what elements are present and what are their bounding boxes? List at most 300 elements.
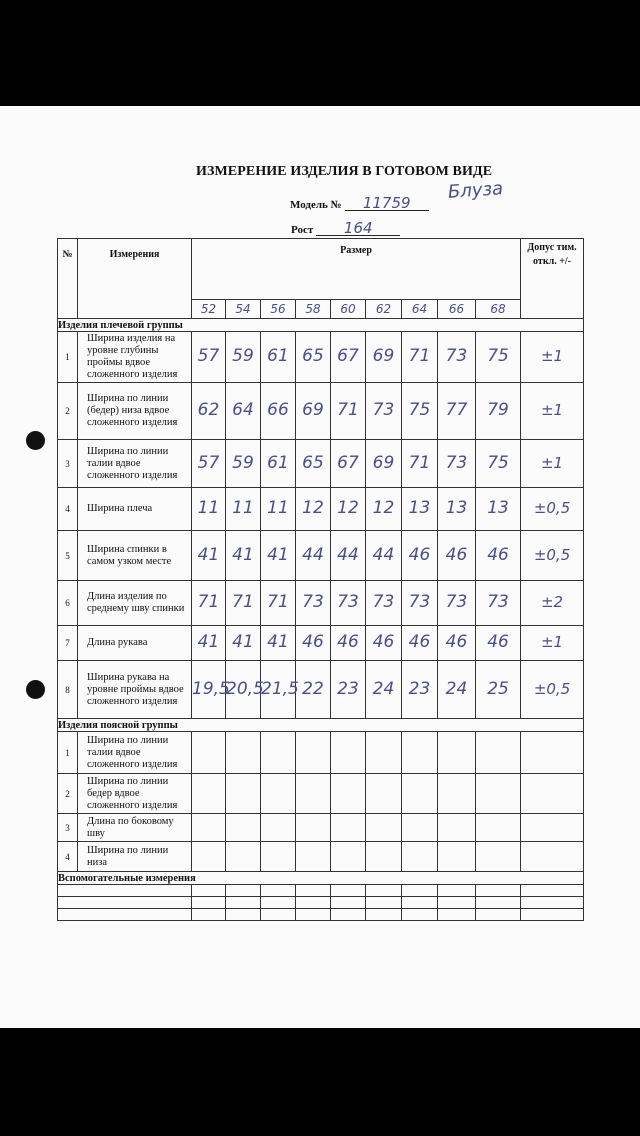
tolerance-cell <box>521 661 584 719</box>
measure-value-cell <box>476 661 521 719</box>
empty-cell <box>402 732 438 774</box>
group-title-auxiliary: Вспомогательные измерения <box>58 872 584 885</box>
measure-value-cell <box>226 332 261 383</box>
measure-value-cell <box>402 332 438 383</box>
empty-cell <box>226 842 261 872</box>
measure-value: 75 <box>408 400 431 420</box>
measure-value: 11 <box>267 498 289 518</box>
empty-cell <box>296 885 331 897</box>
measure-value: 73 <box>445 592 468 612</box>
tolerance-cell <box>521 626 584 661</box>
measure-name: Ширина плеча <box>78 488 192 531</box>
measure-value-cell <box>438 626 476 661</box>
table-row <box>58 814 584 842</box>
tolerance-cell <box>521 383 584 440</box>
empty-cell <box>192 814 226 842</box>
measure-value-cell <box>476 383 521 440</box>
measure-value-cell <box>402 581 438 626</box>
row-number: 2 <box>58 774 78 814</box>
measure-value-cell <box>476 488 521 531</box>
measure-value: 69 <box>372 346 395 366</box>
empty-cell <box>296 814 331 842</box>
document-page <box>0 106 640 1028</box>
measure-value: 73 <box>487 592 509 612</box>
tolerance-value: ±1 <box>540 401 564 419</box>
measure-value: 46 <box>445 544 468 565</box>
measure-value: 46 <box>408 632 431 652</box>
empty-cell <box>402 909 438 921</box>
measure-value-cell <box>331 383 366 440</box>
size-cell <box>476 300 521 319</box>
measure-value-cell <box>192 581 226 626</box>
empty-cell <box>58 885 192 897</box>
measure-value-cell <box>261 488 296 531</box>
empty-cell <box>438 814 476 842</box>
measure-value-cell <box>192 332 226 383</box>
measure-value-cell <box>261 531 296 581</box>
tolerance-value: ±1 <box>540 633 564 651</box>
measure-value-cell <box>331 531 366 581</box>
row-number: 8 <box>58 661 78 719</box>
empty-cell <box>226 897 261 909</box>
row-number: 1 <box>58 732 78 774</box>
measure-value: 23 <box>408 678 431 699</box>
punch-hole <box>26 680 45 699</box>
measure-value: 71 <box>408 346 431 366</box>
group-title-shoulder-row <box>58 319 584 332</box>
table-row <box>58 488 584 531</box>
measure-value: 25 <box>487 678 509 699</box>
empty-cell <box>402 897 438 909</box>
measure-value: 69 <box>372 452 395 473</box>
row-number: 5 <box>58 531 78 581</box>
empty-cell <box>192 897 226 909</box>
table-header-row <box>58 239 584 300</box>
measure-value-cell <box>261 661 299 719</box>
size-cell <box>192 300 226 319</box>
table-row <box>58 332 584 383</box>
size-value: 66 <box>448 302 465 316</box>
empty-cell <box>402 842 438 872</box>
table-row <box>58 661 584 719</box>
measure-value: 73 <box>302 592 324 612</box>
measure-value-cell <box>402 531 438 581</box>
measure-value-cell <box>331 661 366 719</box>
measure-value: 24 <box>445 678 468 699</box>
empty-cell <box>438 885 476 897</box>
measure-value: 67 <box>337 452 359 473</box>
measure-value: 61 <box>267 346 289 366</box>
empty-cell <box>476 732 521 774</box>
empty-cell <box>331 897 366 909</box>
measure-value: 12 <box>337 498 359 518</box>
measure-value-cell <box>438 440 476 488</box>
measure-value: 12 <box>302 498 324 518</box>
empty-cell <box>366 909 402 921</box>
measure-value: 41 <box>232 632 254 652</box>
measure-name: Длина рукава <box>78 626 192 661</box>
model-type-handwritten: Блуза <box>447 178 504 203</box>
tolerance-value: ±0,5 <box>533 545 571 564</box>
measure-value: 46 <box>408 544 431 565</box>
empty-cell <box>476 774 521 814</box>
table-row <box>58 581 584 626</box>
model-label: Модель № <box>290 199 342 211</box>
measure-value-cell <box>296 581 331 626</box>
size-value: 68 <box>490 302 506 316</box>
measure-name: Ширина по линии талии вдвое сложенного изделия <box>78 440 192 488</box>
measure-value: 41 <box>232 544 254 565</box>
measure-value-cell <box>476 440 521 488</box>
measure-value: 12 <box>372 498 395 518</box>
measure-value: 64 <box>232 400 254 420</box>
empty-cell <box>261 732 296 774</box>
empty-cell <box>476 885 521 897</box>
tolerance-cell <box>521 581 584 626</box>
measure-value-cell <box>366 581 402 626</box>
measure-value: 66 <box>267 400 289 420</box>
size-cell <box>261 300 296 319</box>
measure-value-cell <box>402 661 438 719</box>
empty-cell <box>226 814 261 842</box>
measure-value-cell <box>476 581 521 626</box>
empty-cell <box>226 909 261 921</box>
empty-cell <box>438 732 476 774</box>
group-title-waist-row <box>58 719 584 732</box>
empty-cell <box>438 842 476 872</box>
measure-value: 59 <box>232 452 254 473</box>
measure-value-cell <box>226 626 261 661</box>
measure-value: 41 <box>197 544 220 565</box>
row-number: 2 <box>58 383 78 440</box>
measure-value: 57 <box>197 346 220 366</box>
empty-cell <box>226 774 261 814</box>
measure-value-cell <box>226 440 261 488</box>
size-value: 64 <box>411 302 428 316</box>
table-row <box>58 774 584 814</box>
empty-cell <box>296 909 331 921</box>
row-number: 4 <box>58 842 78 872</box>
measure-value: 71 <box>197 592 220 612</box>
empty-cell <box>261 885 296 897</box>
measure-value-cell <box>402 383 438 440</box>
measure-name: Ширина по линии бедер вдвое сложенного изделия <box>78 774 192 814</box>
measure-value: 73 <box>445 346 468 366</box>
measure-value-cell <box>261 581 296 626</box>
tolerance-value: ±1 <box>540 453 564 472</box>
height-value: 164 <box>343 219 373 237</box>
empty-cell <box>261 909 296 921</box>
empty-cell <box>331 732 366 774</box>
empty-cell <box>296 732 331 774</box>
measure-name: Ширина спинки в самом узком месте <box>78 531 192 581</box>
empty-cell <box>226 885 261 897</box>
group-title-shoulder: Изделия плечевой группы <box>58 319 584 332</box>
measure-value-cell <box>366 488 402 531</box>
empty-cell <box>366 732 402 774</box>
tolerance-cell <box>521 531 584 581</box>
measure-value: 46 <box>302 632 324 652</box>
tolerance-value: ±0,5 <box>533 679 571 698</box>
measure-value: 59 <box>232 346 254 366</box>
empty-cell <box>438 897 476 909</box>
empty-cell <box>521 774 584 814</box>
measure-value: 22 <box>302 678 324 699</box>
measure-value: 71 <box>337 400 359 420</box>
size-cell <box>226 300 261 319</box>
empty-cell <box>476 897 521 909</box>
group-title-auxiliary-row <box>58 872 584 885</box>
empty-cell <box>192 842 226 872</box>
measure-value-cell <box>296 488 331 531</box>
empty-cell <box>366 897 402 909</box>
measure-value-cell <box>438 581 476 626</box>
size-value: 54 <box>235 302 251 316</box>
measure-value-cell <box>331 626 366 661</box>
measure-value: 71 <box>267 592 289 612</box>
empty-cell <box>331 885 366 897</box>
document-title: ИЗМЕРЕНИЕ ИЗДЕЛИЯ В ГОТОВОМ ВИДЕ <box>196 164 493 179</box>
size-value: 60 <box>340 302 356 316</box>
measure-value-cell <box>296 440 331 488</box>
empty-cell <box>521 885 584 897</box>
empty-cell <box>192 732 226 774</box>
measure-value-cell <box>476 626 521 661</box>
row-number: 1 <box>58 332 78 383</box>
measure-value-cell <box>261 626 296 661</box>
measure-name: Ширина рукава на уровне проймы вдвое сложенного изделия <box>78 661 192 719</box>
size-cell <box>366 300 402 319</box>
empty-cell <box>521 897 584 909</box>
measure-value: 73 <box>372 400 395 420</box>
measure-value: 73 <box>337 592 359 612</box>
height-line <box>291 221 400 236</box>
measure-name: Длина изделия по среднему шву спинки <box>78 581 192 626</box>
measure-value: 44 <box>337 544 359 565</box>
measure-value-cell <box>192 531 226 581</box>
measurement-table <box>57 238 584 921</box>
measure-value-cell <box>402 626 438 661</box>
row-number: 7 <box>58 626 78 661</box>
measure-value-cell <box>226 581 261 626</box>
measure-value: 13 <box>487 498 509 518</box>
size-cell <box>331 300 366 319</box>
tolerance-value: ±2 <box>540 593 564 611</box>
measure-value-cell <box>296 332 331 383</box>
empty-cell <box>261 897 296 909</box>
table-row <box>58 842 584 872</box>
measure-value-cell <box>366 626 402 661</box>
column-header-size: Размер <box>192 239 521 300</box>
measure-value: 46 <box>487 632 509 652</box>
size-value: 56 <box>270 302 286 316</box>
measure-value: 46 <box>337 632 359 652</box>
measure-value-cell <box>296 661 331 719</box>
measure-value-cell <box>226 383 261 440</box>
table-row <box>58 732 584 774</box>
measure-value-cell <box>402 488 438 531</box>
measure-value-cell <box>438 488 476 531</box>
measure-value-cell <box>366 661 402 719</box>
size-cell <box>438 300 476 319</box>
empty-cell <box>331 774 366 814</box>
empty-cell <box>261 842 296 872</box>
tolerance-cell <box>521 332 584 383</box>
size-cell <box>402 300 438 319</box>
measure-value-cell <box>476 332 521 383</box>
measure-value: 75 <box>487 346 509 366</box>
column-header-measure: Измерения <box>78 239 192 319</box>
size-cell <box>296 300 331 319</box>
measure-name: Ширина по линии низа <box>78 842 192 872</box>
measure-name: Длина по боковому шву <box>78 814 192 842</box>
measure-value: 11 <box>197 498 220 518</box>
measure-value-cell <box>192 440 226 488</box>
measure-value: 13 <box>445 498 468 518</box>
measure-value: 77 <box>445 400 468 420</box>
measure-value: 75 <box>487 452 509 473</box>
measure-value: 46 <box>372 632 395 652</box>
empty-cell <box>366 885 402 897</box>
measure-value-cell <box>366 531 402 581</box>
measure-value-cell <box>261 383 296 440</box>
empty-cell <box>331 909 366 921</box>
table-row <box>58 383 584 440</box>
measure-value-cell <box>331 332 366 383</box>
empty-cell <box>366 774 402 814</box>
measure-name: Ширина по линии (бедер) низа вдвое сложенного изделия <box>78 383 192 440</box>
column-header-number: № <box>58 239 78 319</box>
tolerance-cell <box>521 440 584 488</box>
measure-value: 65 <box>302 452 324 473</box>
measure-value: 46 <box>445 632 468 652</box>
row-number: 6 <box>58 581 78 626</box>
measure-value: 20,5 <box>226 678 264 699</box>
measure-value-cell <box>226 488 261 531</box>
empty-cell <box>331 814 366 842</box>
measure-value: 73 <box>408 592 431 612</box>
empty-cell <box>261 814 296 842</box>
measure-value-cell <box>476 531 521 581</box>
measure-value-cell <box>296 383 331 440</box>
empty-cell <box>366 842 402 872</box>
measure-value-cell <box>366 383 402 440</box>
measure-value: 71 <box>408 452 431 473</box>
measure-value-cell <box>331 440 366 488</box>
empty-cell <box>366 814 402 842</box>
size-value: 62 <box>375 302 392 316</box>
measure-value: 73 <box>445 452 468 473</box>
measure-value: 61 <box>267 452 289 473</box>
measure-value: 46 <box>487 544 509 565</box>
empty-cell <box>521 732 584 774</box>
measure-value: 41 <box>197 632 220 652</box>
empty-cell <box>58 897 192 909</box>
empty-cell <box>521 909 584 921</box>
measure-value: 24 <box>372 678 395 699</box>
measure-value-cell <box>226 661 264 719</box>
model-number-value: 11759 <box>362 194 411 212</box>
size-value: 52 <box>200 302 217 316</box>
measure-value-cell <box>192 488 226 531</box>
measure-value-cell <box>438 383 476 440</box>
empty-cell <box>521 842 584 872</box>
tolerance-value: ±1 <box>540 347 564 365</box>
measure-value: 79 <box>487 400 509 420</box>
measure-value: 57 <box>197 452 220 473</box>
row-number: 3 <box>58 440 78 488</box>
aux-row <box>58 885 584 897</box>
empty-cell <box>192 774 226 814</box>
empty-cell <box>402 774 438 814</box>
empty-cell <box>331 842 366 872</box>
measure-name: Ширина по линии талии вдвое сложенного изделия <box>78 732 192 774</box>
measure-value: 69 <box>302 400 324 420</box>
empty-cell <box>192 885 226 897</box>
measure-value-cell <box>331 581 366 626</box>
measure-value: 67 <box>337 346 359 366</box>
measure-value-cell <box>226 531 261 581</box>
empty-cell <box>476 814 521 842</box>
measure-value: 62 <box>197 400 220 420</box>
measure-value: 44 <box>302 544 324 565</box>
measure-value-cell <box>438 531 476 581</box>
measure-value-cell <box>438 661 476 719</box>
tolerance-value: ±0,5 <box>533 499 571 517</box>
empty-cell <box>296 897 331 909</box>
measure-value-cell <box>366 440 402 488</box>
measure-value-cell <box>296 531 331 581</box>
row-number: 3 <box>58 814 78 842</box>
measure-value: 44 <box>372 544 395 565</box>
empty-cell <box>296 774 331 814</box>
group-title-waist: Изделия поясной группы <box>58 719 584 732</box>
empty-cell <box>261 774 296 814</box>
row-number: 4 <box>58 488 78 531</box>
empty-cell <box>402 814 438 842</box>
measure-value: 41 <box>267 632 289 652</box>
table-row <box>58 626 584 661</box>
empty-cell <box>58 909 192 921</box>
punch-hole <box>26 431 45 450</box>
measure-value: 21,5 <box>261 678 299 699</box>
empty-cell <box>476 909 521 921</box>
empty-cell <box>438 774 476 814</box>
measure-value-cell <box>261 440 296 488</box>
empty-cell <box>296 842 331 872</box>
measure-value: 11 <box>232 498 254 518</box>
aux-row <box>58 909 584 921</box>
measure-value: 73 <box>372 592 395 612</box>
measure-value: 19,5 <box>192 678 230 699</box>
empty-cell <box>226 732 261 774</box>
measure-name: Ширина изделия на уровне глубины проймы вдвое сложенного изделия <box>78 332 192 383</box>
measure-value-cell <box>192 661 230 719</box>
size-value: 58 <box>305 302 321 316</box>
empty-cell <box>192 909 226 921</box>
column-header-tolerance: Допус тим. откл. +/- <box>521 239 584 319</box>
measure-value-cell <box>366 332 402 383</box>
measure-value: 71 <box>232 592 254 612</box>
table-row <box>58 440 584 488</box>
empty-cell <box>476 842 521 872</box>
measure-value-cell <box>402 440 438 488</box>
tolerance-cell <box>521 488 584 531</box>
height-label: Рост <box>291 224 314 236</box>
aux-row <box>58 897 584 909</box>
empty-cell <box>521 814 584 842</box>
empty-cell <box>438 909 476 921</box>
